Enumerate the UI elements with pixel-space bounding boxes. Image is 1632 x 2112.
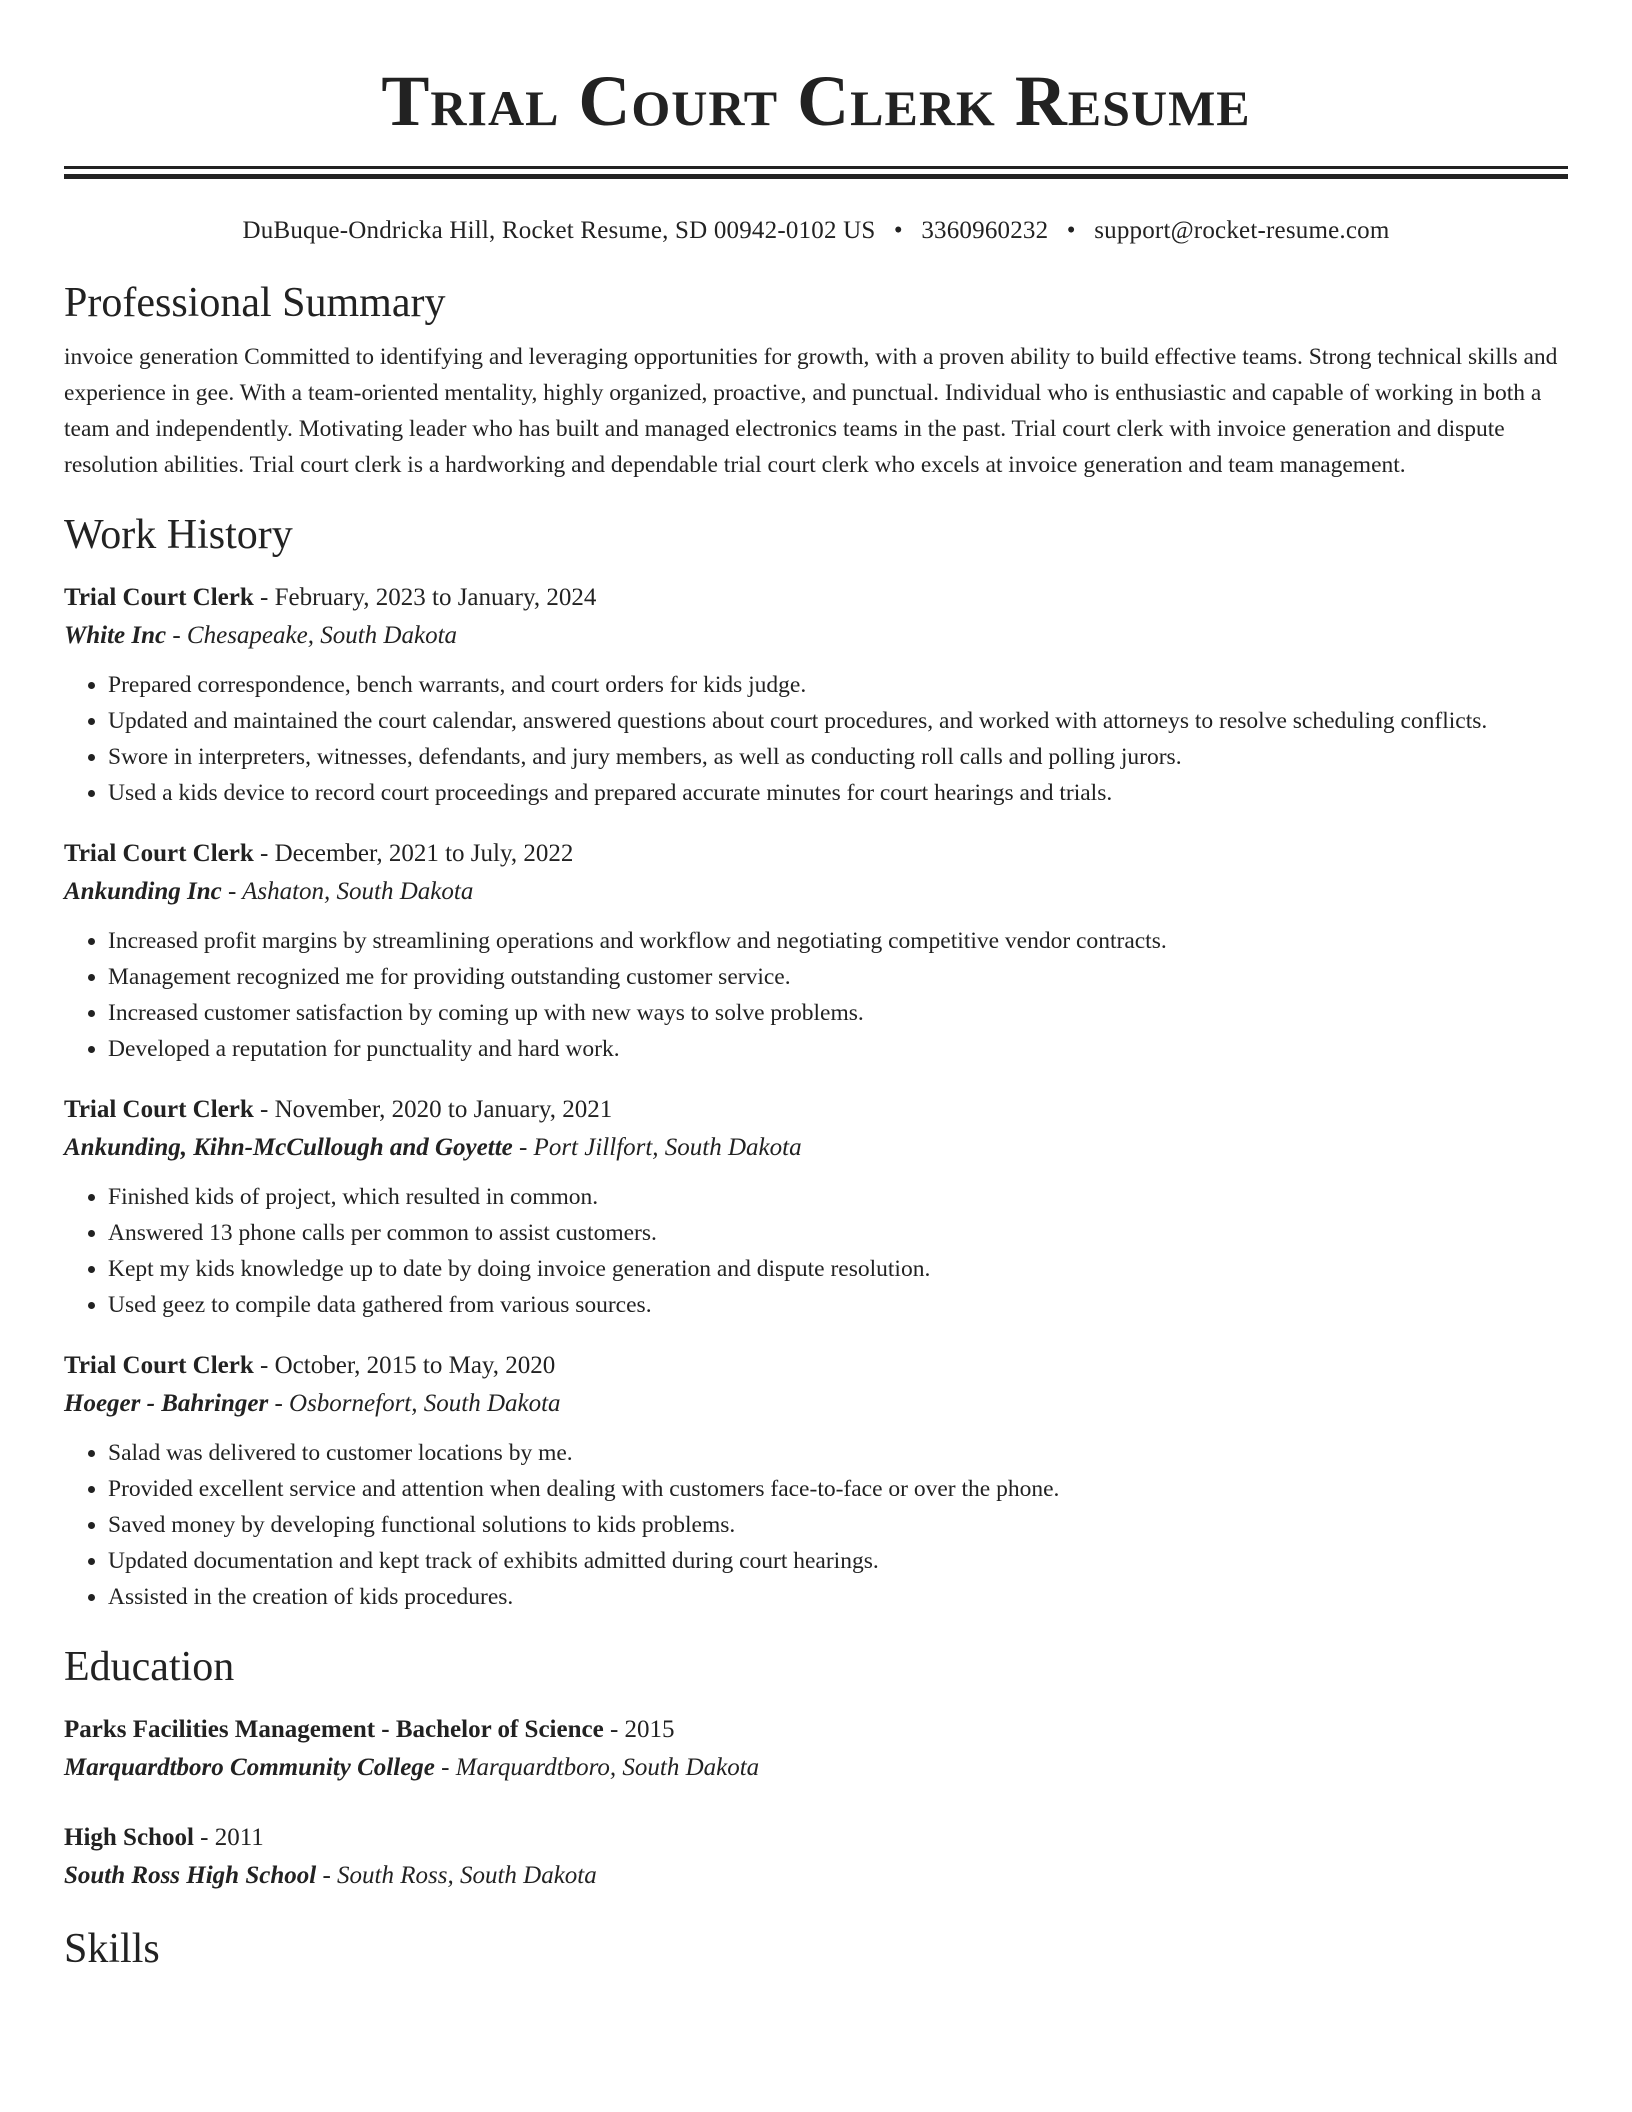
contact-address: DuBuque-Ondricka Hill, Rocket Resume, SD 00942-0102 US [242,217,876,244]
job-title-line [64,1091,1568,1129]
education-location: - South Ross, South Dakota [316,1862,597,1889]
job-title: Trial Court Clerk [64,1096,254,1123]
job-bullet: • Assisted in the creation of kids procedures. [108,1579,1568,1615]
job-bullet: • Kept my kids knowledge up to date by doing invoice generation and dispute resolution. [108,1251,1568,1287]
education-year: - 2015 [603,1716,675,1743]
job-bullet: • Prepared correspondence, bench warrants, and court orders for kids judge. [108,667,1568,703]
job-title: Trial Court Clerk [64,1352,254,1379]
summary-text: invoice generation Committed to identifying and leveraging opportunities for growth, with a proven ability to build effective teams. Strong technical skills and experience in gee. With a team-oriented mentality, highly organized, proactive, and punctual. Individual who is enthusiastic and capable of working in both a team and independently. Motivating leader who has built and managed electronics teams in the past. Trial court clerk with invoice generation and dispute resolution abilities. Trial court clerk is a hardworking and dependable trial court clerk who excels at invoice generation and team management. [64,344,1558,478]
education-degree: Parks Facilities Management - Bachelor of Science [64,1716,604,1743]
education-year: - 2011 [193,1824,264,1851]
job-bullets [64,1179,1568,1323]
job-bullet: • Updated documentation and kept track of exhibits admitted during court hearings. [108,1543,1568,1579]
job-bullet: • Answered 13 phone calls per common to assist customers. [108,1215,1568,1251]
job-company-line [64,1129,1568,1167]
job-company-line [64,873,1568,911]
job-dates: - November, 2020 to January, 2021 [253,1096,613,1123]
job-company-line [64,1385,1568,1423]
education-heading: Education [64,1644,235,1690]
job-entry [64,835,1568,1067]
job-dates: - December, 2021 to July, 2022 [253,840,574,867]
job-bullet: • Swore in interpreters, witnesses, defendants, and jury members, as well as conducting roll calls and polling jurors. [108,739,1568,775]
job-location: - Port Jillfort, South Dakota [512,1134,802,1161]
skills-heading: Skills [64,1926,160,1972]
education-entry [64,1711,1568,1787]
job-company: Ankunding, Kihn-McCullough and Goyette [64,1134,513,1161]
education-school: Marquardtboro Community College [64,1754,435,1781]
job-bullet: • Finished kids of project, which resulted in common. [108,1179,1568,1215]
job-title: Trial Court Clerk [64,840,254,867]
job-bullet: • Saved money by developing functional solutions to kids problems. [108,1507,1568,1543]
job-bullet: • Provided excellent service and attention when dealing with customers face-to-face or over the phone. [108,1471,1568,1507]
title-divider-thin [64,166,1568,169]
contact-separator: • [1066,217,1076,244]
summary-heading: Professional Summary [64,280,446,326]
job-bullet: • Increased profit margins by streamlining operations and workflow and negotiating competitive vendor contracts. [108,923,1568,959]
job-bullet: • Used a kids device to record court proceedings and prepared accurate minutes for court hearings and trials. [108,775,1568,811]
job-title-line [64,579,1568,617]
job-dates: - October, 2015 to May, 2020 [253,1352,556,1379]
contact-separator: • [893,217,903,244]
job-entry [64,1091,1568,1323]
job-location: - Osbornefort, South Dakota [268,1390,561,1417]
title-divider-thick [64,174,1568,179]
job-company: Hoeger - Bahringer [64,1390,269,1417]
education-degree: High School [64,1824,194,1851]
job-entry [64,1347,1568,1615]
contact-line [64,215,1568,247]
job-bullets [64,667,1568,811]
job-entry [64,579,1568,811]
education-entry [64,1819,1568,1895]
job-title-line [64,1347,1568,1385]
resume-page [64,0,1568,1975]
job-bullet: • Increased customer satisfaction by coming up with new ways to solve problems. [108,995,1568,1031]
work-history-heading: Work History [64,512,293,558]
education-location: - Marquardtboro, South Dakota [434,1754,760,1781]
job-bullet: • Management recognized me for providing outstanding customer service. [108,959,1568,995]
job-title: Trial Court Clerk [64,584,254,611]
job-location: - Ashaton, South Dakota [221,878,474,905]
job-dates: - February, 2023 to January, 2024 [253,584,597,611]
education-school-line [64,1857,1568,1895]
education-school: South Ross High School [64,1862,317,1889]
job-bullet: • Developed a reputation for punctuality and hard work. [108,1031,1568,1067]
job-company: Ankunding Inc [64,878,222,905]
job-bullets [64,923,1568,1067]
contact-email: support@rocket-resume.com [1094,217,1390,244]
contact-phone: 3360960232 [921,217,1049,244]
education-degree-line [64,1819,1568,1857]
job-bullet: • Used geez to compile data gathered from various sources. [108,1287,1568,1323]
job-bullet: • Updated and maintained the court calendar, answered questions about court procedures, and worked with attorneys to resolve scheduling conflicts. [108,703,1568,739]
education-degree-line [64,1711,1568,1749]
job-bullets [64,1435,1568,1615]
job-location: - Chesapeake, South Dakota [166,622,458,649]
job-title-line [64,835,1568,873]
job-company: White Inc [64,622,167,649]
education-school-line [64,1749,1568,1787]
resume-title: Trial Court Clerk Resume [381,61,1251,141]
job-bullet: • Salad was delivered to customer locations by me. [108,1435,1568,1471]
job-company-line [64,617,1568,655]
